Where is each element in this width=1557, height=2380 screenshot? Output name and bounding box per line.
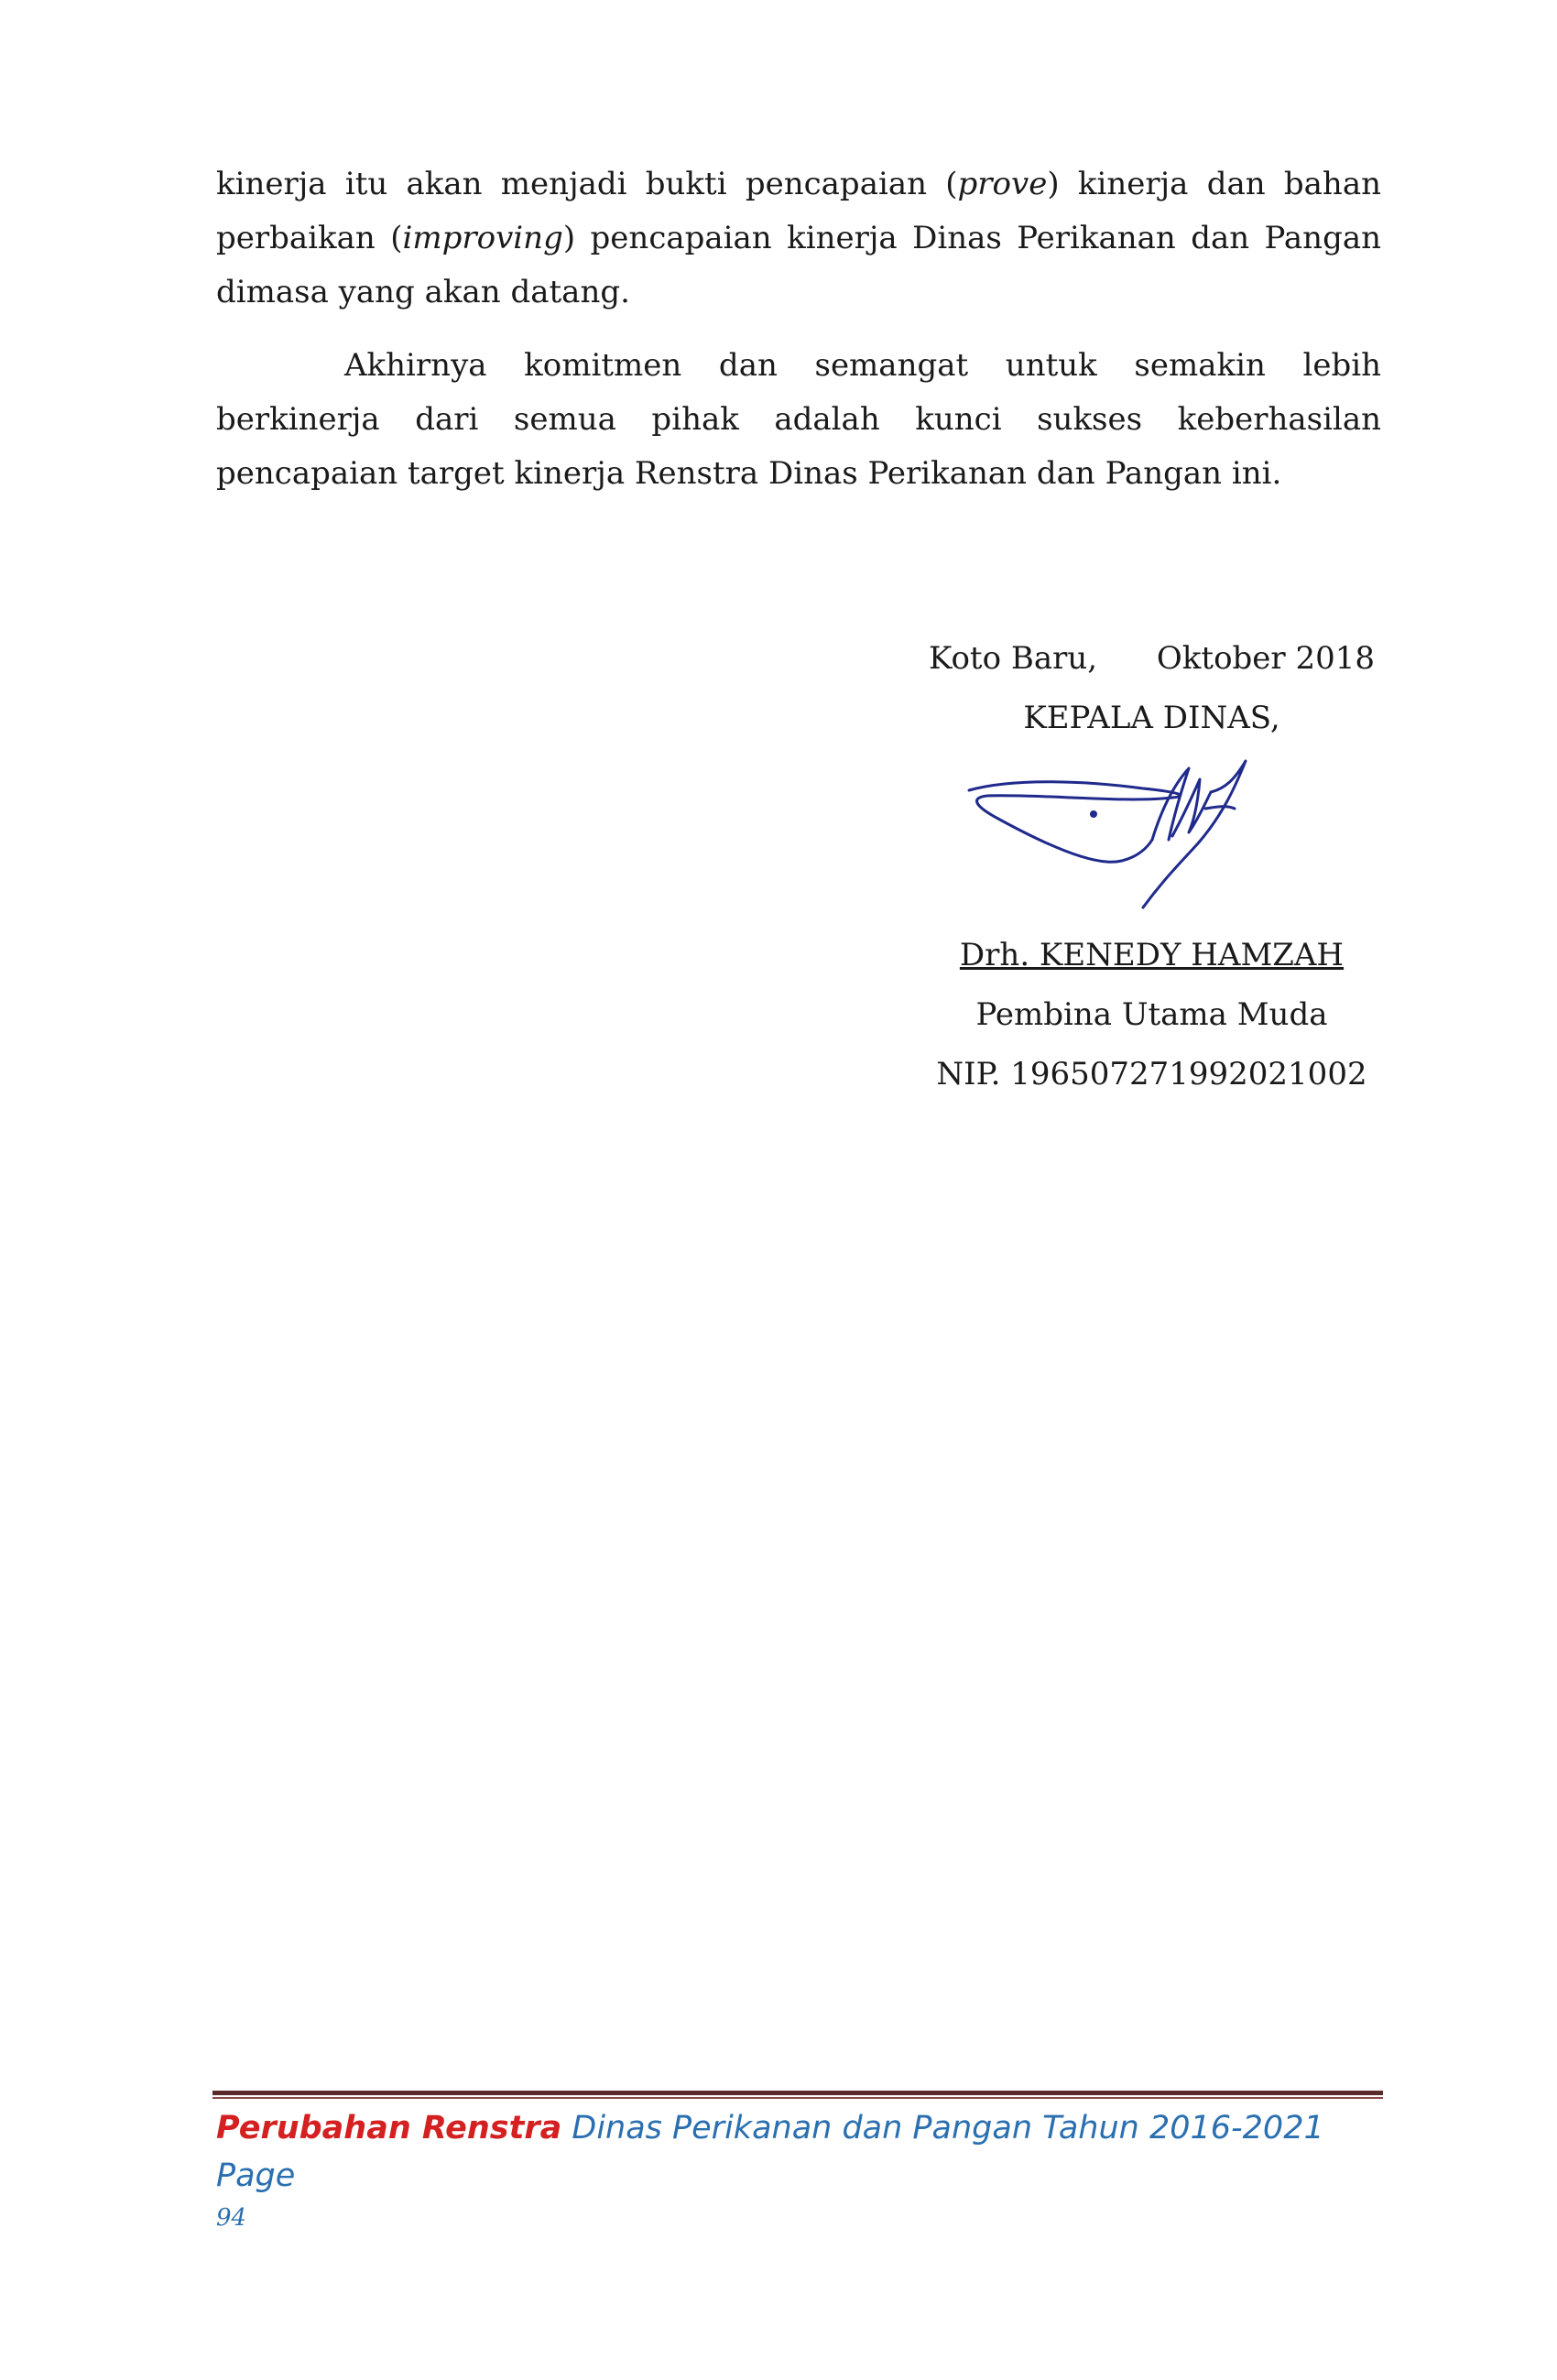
- page-body: [216, 158, 1381, 501]
- footer-title: [216, 2104, 1381, 2200]
- footer-rule: [212, 2091, 1383, 2099]
- official-rank: Pembina Utama Muda: [975, 996, 1328, 1033]
- paragraph-1-text-c: ) pencapaian kinerja Dinas Perikanan dan Pangan dimasa yang akan datang.: [216, 220, 1382, 310]
- position-title: KEPALA DINAS,: [1023, 700, 1280, 736]
- page-number: 94: [216, 2204, 247, 2232]
- footer-title-red: Perubahan Renstra: [216, 2110, 562, 2146]
- footer: [216, 2104, 1381, 2236]
- signature-block: [916, 629, 1388, 1104]
- handwritten-signature: [960, 752, 1345, 926]
- paragraph-1-text-b: ) kinerja dan bahan perbaikan (: [216, 166, 1381, 256]
- footer-title-blue: Dinas Perikanan dan Pangan Tahun 2016-2021 Page: [216, 2110, 1324, 2194]
- paragraph-1-italic-prove: prove: [957, 166, 1048, 202]
- paragraph-1-text-a: kinerja itu akan menjadi bukti pencapaian (: [216, 166, 958, 202]
- paragraph-1: [216, 158, 1381, 320]
- official-name: Drh. KENEDY HAMZAH: [959, 937, 1345, 973]
- paragraph-1-italic-improving: improving: [402, 220, 563, 256]
- place-date: Koto Baru, Oktober 2018: [928, 640, 1376, 677]
- paragraph-2: Akhirnya komitmen dan semangat untuk semakin lebih berkinerja dari semua pihak adalah kunci sukses keberhasilan pencapaian target kinerja Renstra Dinas Perikanan dan Pangan ini.: [216, 347, 1381, 492]
- official-nip: NIP. 196507271992021002: [936, 1056, 1367, 1092]
